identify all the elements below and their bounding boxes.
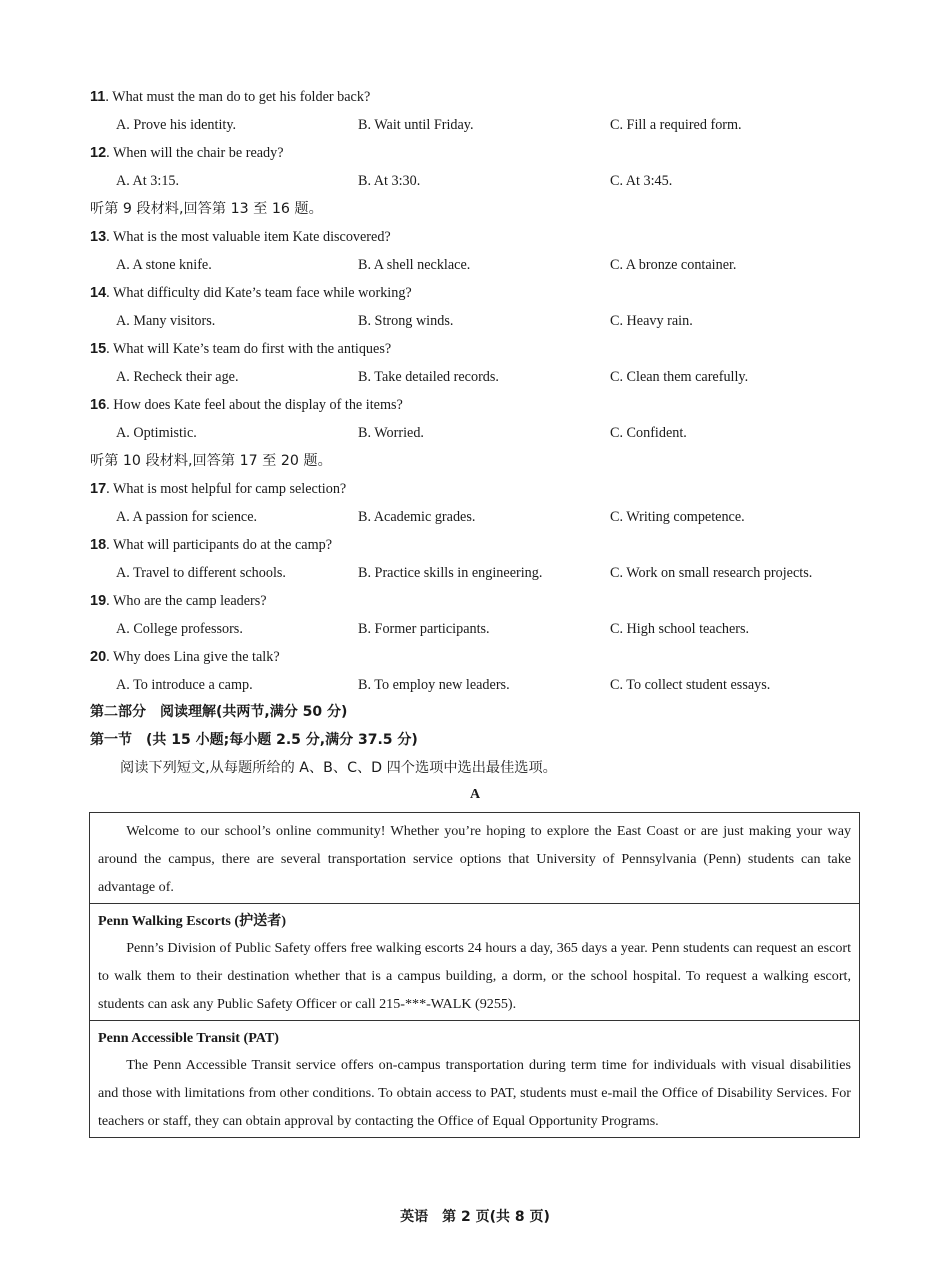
option-a: A. Travel to different schools. (116, 565, 286, 581)
pat-title: Penn Accessible Transit (PAT) (98, 1030, 279, 1046)
option-c: C. Clean them carefully. (610, 369, 749, 385)
pat-row (90, 1021, 859, 1137)
question-number: 17 (90, 481, 107, 497)
options-16 (0, 424, 950, 442)
option-b: B. Strong winds. (358, 313, 454, 329)
option-b: B. Former participants. (358, 621, 490, 637)
option-a: A. A stone knife. (116, 257, 212, 273)
section-10-instruction: 听第 10 段材料,回答第 17 至 20 题。 (90, 453, 332, 469)
question-number: 15 (90, 341, 107, 357)
option-b: B. At 3:30. (358, 173, 421, 189)
question-20 (90, 648, 280, 666)
option-c: C. Work on small research projects. (610, 565, 813, 581)
option-c: C. Fill a required form. (610, 117, 742, 133)
option-b: B. Wait until Friday. (358, 117, 474, 133)
options-19 (0, 620, 950, 638)
section-1-title: 第一节 (共 15 小题;每小题 2.5 分,满分 37.5 分) (90, 732, 418, 748)
options-15 (0, 368, 950, 386)
option-c: C. A bronze container. (610, 257, 737, 273)
question-text: . Who are the camp leaders? (106, 593, 267, 609)
question-text: . What is most helpful for camp selection? (106, 481, 347, 497)
passage-intro-row (90, 813, 859, 904)
options-14 (0, 312, 950, 330)
option-c: C. Confident. (610, 425, 687, 441)
question-text: . What difficulty did Kate’s team face while working? (106, 285, 412, 301)
walking-escorts-title: Penn Walking Escorts (护送者) (98, 913, 287, 929)
options-11 (0, 116, 950, 134)
option-c: C. To collect student essays. (610, 677, 771, 693)
question-text: . What will participants do at the camp? (106, 537, 333, 553)
options-17 (0, 508, 950, 526)
question-text: . How does Kate feel about the display of the items? (106, 397, 403, 413)
options-18 (0, 564, 950, 582)
option-a: A. Recheck their age. (116, 369, 239, 385)
option-a: A. Optimistic. (116, 425, 197, 441)
question-19 (90, 592, 267, 610)
option-b: B. Practice skills in engineering. (358, 565, 543, 581)
passage-intro: Welcome to our school’s online community! Whether you’re hoping to explore the East Coast or are just making your way around the campus, there are several transportation service options that University of Pennsylvania (Penn) students can take advantage of. (98, 823, 851, 895)
question-18 (90, 536, 332, 554)
passage-letter: A (469, 787, 481, 802)
question-number: 16 (90, 397, 107, 413)
options-12 (0, 172, 950, 190)
question-16 (90, 396, 403, 414)
option-b: B. Academic grades. (358, 509, 476, 525)
question-13 (90, 228, 391, 246)
question-text: . What is the most valuable item Kate discovered? (106, 229, 391, 245)
question-number: 20 (90, 649, 107, 665)
question-15 (90, 340, 391, 358)
options-13 (0, 256, 950, 274)
walking-escorts-text: Penn’s Division of Public Safety offers free walking escorts 24 hours a day, 365 days a year. Penn students can request an escort to walk them to their destination whether that is a campus building, a dorm, or the school hospital. To request a walking escort, students can ask any Public Safety Officer or call 215-***-WALK (9255). (98, 940, 851, 1012)
question-number: 18 (90, 537, 107, 553)
passage-table (89, 812, 860, 1138)
question-text: . When will the chair be ready? (106, 145, 284, 161)
option-a: A. To introduce a camp. (116, 677, 253, 693)
reading-instructions: 阅读下列短文,从每题所给的 A、B、C、D 四个选项中选出最佳选项。 (120, 760, 557, 776)
option-c: C. Writing competence. (610, 509, 745, 525)
option-a: A. Many visitors. (116, 313, 216, 329)
question-number: 12 (90, 145, 107, 161)
option-b: B. To employ new leaders. (358, 677, 510, 693)
question-number: 19 (90, 593, 107, 609)
walking-escorts-row (90, 904, 859, 1021)
options-20 (0, 676, 950, 694)
question-number: 11 (90, 89, 106, 105)
part-2-title: 第二部分 阅读理解(共两节,满分 50 分) (90, 704, 348, 720)
question-text: . What will Kate’s team do first with the antiques? (106, 341, 392, 357)
option-c: C. High school teachers. (610, 621, 750, 637)
section-9-instruction: 听第 9 段材料,回答第 13 至 16 题。 (90, 201, 323, 217)
question-text: . Why does Lina give the talk? (106, 649, 280, 665)
option-b: B. Worried. (358, 425, 424, 441)
option-b: B. Take detailed records. (358, 369, 499, 385)
option-b: B. A shell necklace. (358, 257, 471, 273)
option-c: C. At 3:45. (610, 173, 673, 189)
page-footer: 英语 第 2 页(共 8 页) (400, 1209, 550, 1225)
option-a: A. A passion for science. (116, 509, 258, 525)
option-c: C. Heavy rain. (610, 313, 693, 329)
question-17 (90, 480, 346, 498)
question-number: 14 (90, 285, 107, 301)
question-12 (90, 144, 284, 162)
question-11 (90, 88, 370, 106)
question-14 (90, 284, 412, 302)
question-text: . What must the man do to get his folder back? (105, 89, 371, 105)
option-a: A. At 3:15. (116, 173, 180, 189)
option-a: A. Prove his identity. (116, 117, 237, 133)
question-number: 13 (90, 229, 107, 245)
option-a: A. College professors. (116, 621, 243, 637)
pat-text: The Penn Accessible Transit service offers on-campus transportation during term time for individuals with visual disabilities and those with limitations from other conditions. To obtain access to PAT, students must e-mail the Office of Disability Services. For teachers or staff, they can obtain approval by contacting the Office of Equal Opportunity Programs. (98, 1057, 851, 1129)
